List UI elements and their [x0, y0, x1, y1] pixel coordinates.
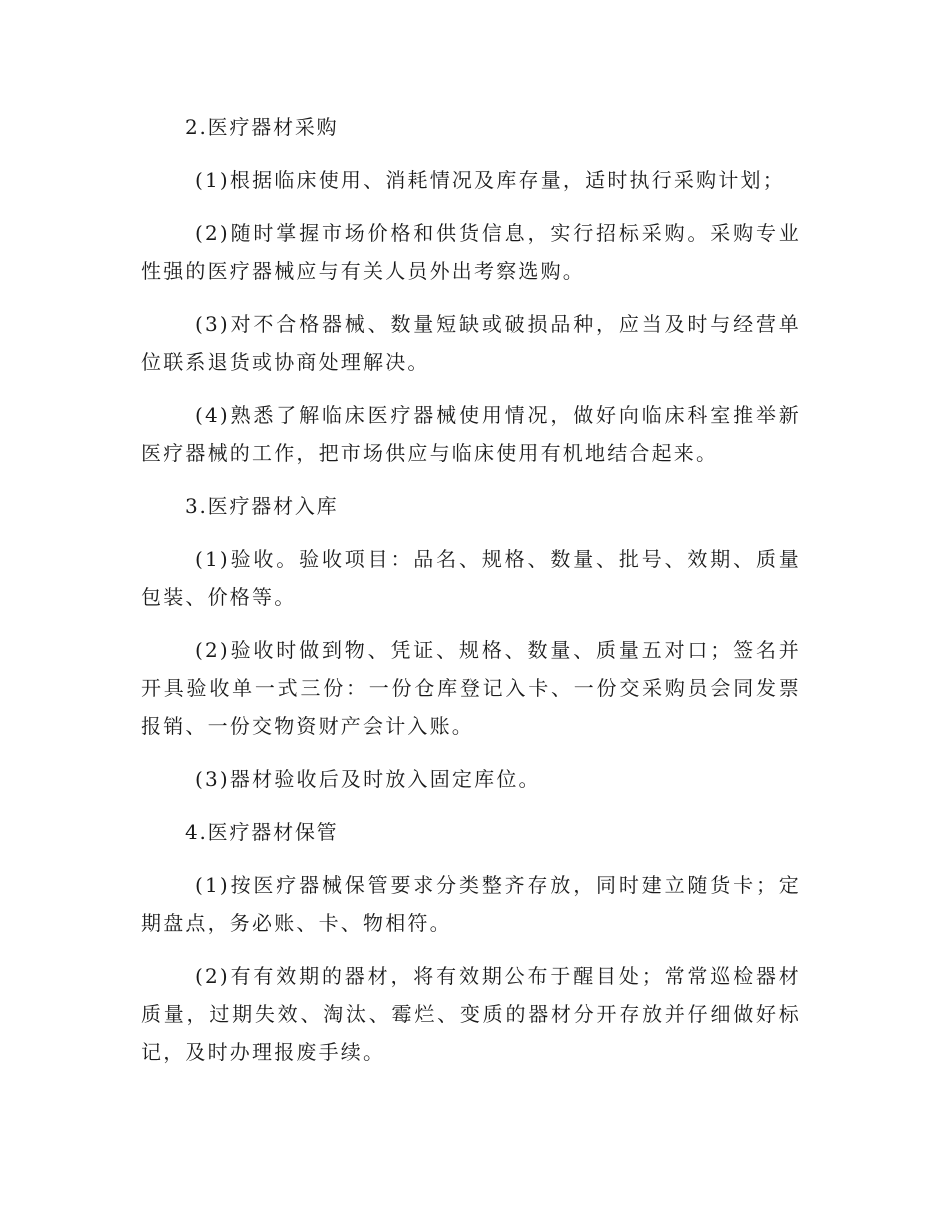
paragraph: (2)随时掌握市场价格和供货信息，实行招标采购。采购专业性强的医疗器械应与有关人员外出考察选购。 — [141, 221, 801, 283]
paragraph: (3)对不合格器械、数量短缺或破损品种，应当及时与经营单位联系退货或协商处理解决。 — [141, 312, 801, 374]
paragraph: (2)验收时做到物、凭证、规格、数量、质量五对口；签名并开具验收单一式三份：一份仓库登记入卡、一份交采购员会同发票报销、一份交物资财产会计入账。 — [141, 638, 801, 738]
section-heading-warehousing: 3.医疗器材入库 — [185, 494, 339, 518]
paragraph: (1)根据临床使用、消耗情况及库存量，适时执行采购计划； — [195, 168, 785, 192]
paragraph: (2)有有效期的器材，将有效期公布于醒目处；常常巡检器材质量，过期失效、淘汰、霉烂、变质的器材分开存放并仔细做好标记，及时办理报废手续。 — [141, 964, 801, 1064]
paragraph: (3)器材验收后及时放入固定库位。 — [195, 767, 541, 791]
paragraph: (1)按医疗器械保管要求分类整齐存放，同时建立随货卡；定期盘点，务必账、卡、物相符。 — [141, 873, 801, 935]
paragraph: (1)验收。验收项目：品名、规格、数量、批号、效期、质量包装、价格等。 — [141, 547, 801, 609]
document-body — [141, 108, 801, 1071]
section-heading-storage: 4.医疗器材保管 — [185, 820, 339, 844]
section-heading-procurement: 2.医疗器材采购 — [185, 115, 339, 139]
paragraph: (4)熟悉了解临床医疗器械使用情况，做好向临床科室推举新医疗器械的工作，把市场供应与临床使用有机地结合起来。 — [141, 403, 801, 465]
